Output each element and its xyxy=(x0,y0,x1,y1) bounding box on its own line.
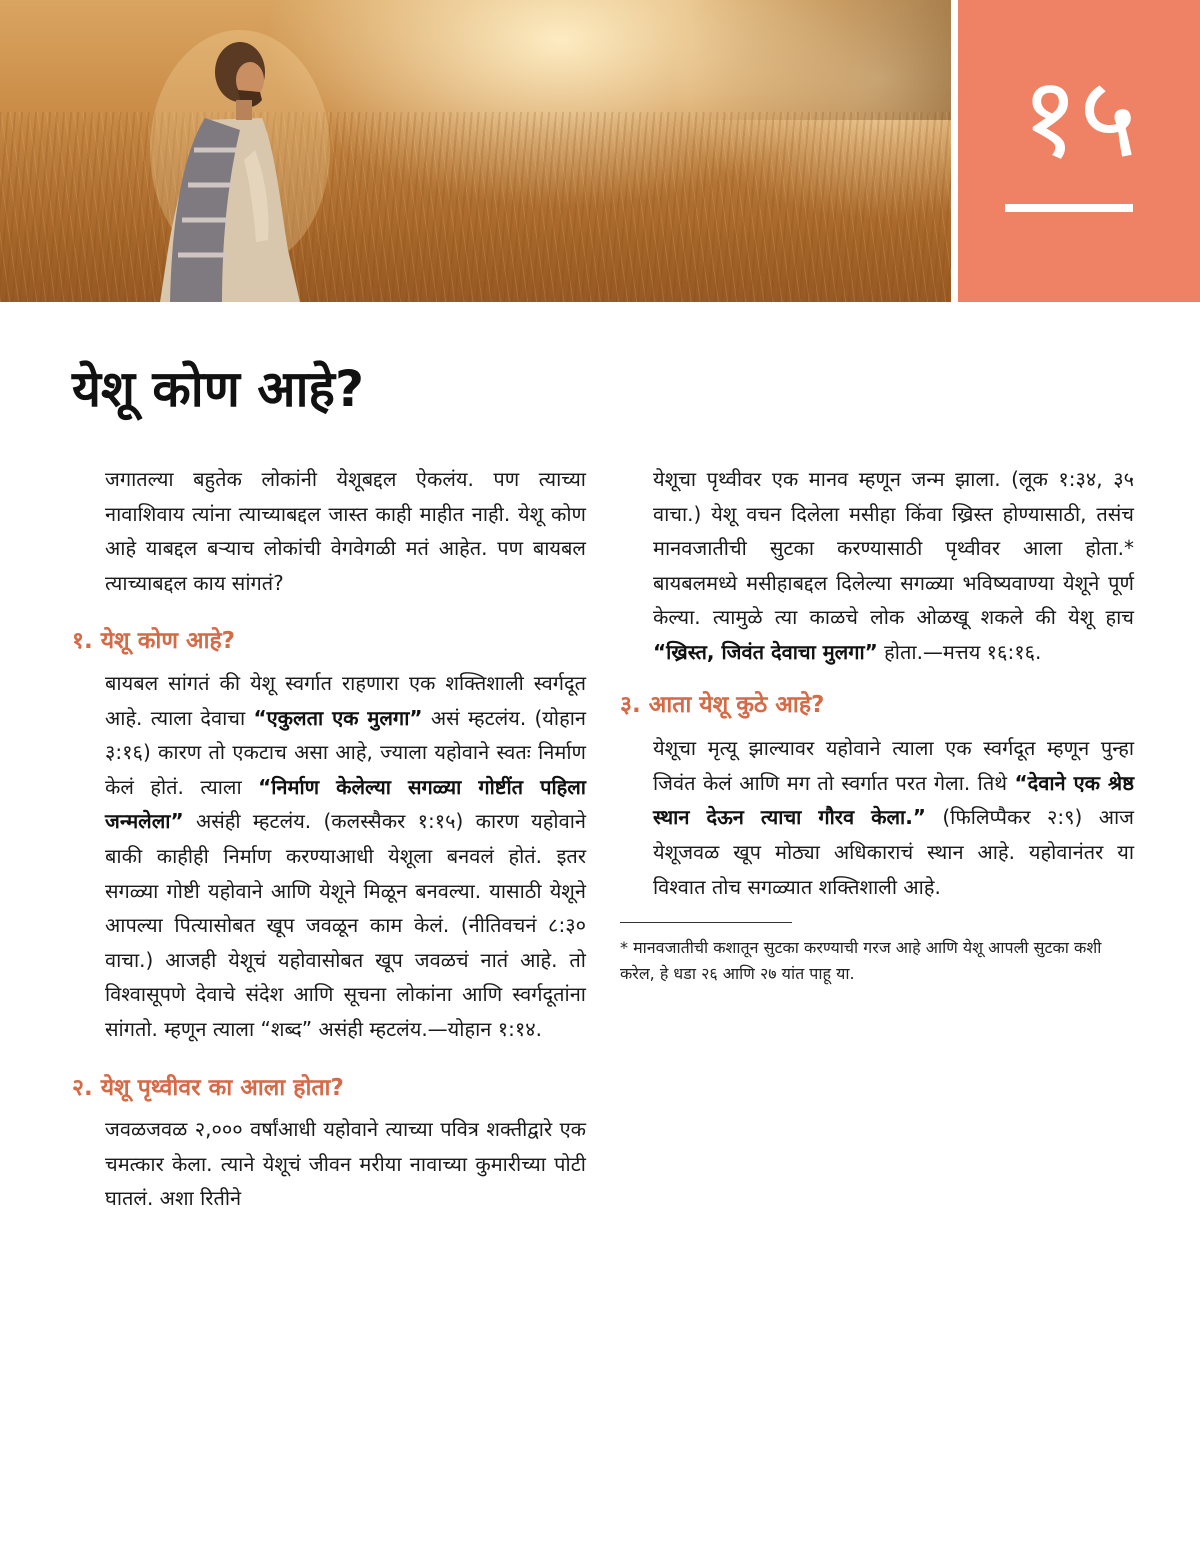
section-3-text-2: (फिलिप्पैकर २:९) आज येशूजवळ खूप मोठ्या अधिकाराचं स्थान आहे. यहोवानंतर या विश्वात तोच सगळ्यात शक्तिशाली आहे. xyxy=(653,805,1134,899)
hero-image xyxy=(0,0,951,302)
section-1-bold-2: “निर्माण केलेल्या सगळ्या गोष्टींत पहिला जन्मलेला” xyxy=(105,774,586,834)
page-title: येशू कोण आहे? xyxy=(72,360,364,418)
section-1-bold-1: “एकुलता एक मुलगा” xyxy=(253,705,423,730)
section-1-heading: १. येशू कोण आहे? xyxy=(72,628,236,655)
left-column xyxy=(72,462,586,1216)
section-3-paragraph xyxy=(620,731,1134,904)
section-2-text-3: होता.—मत्तय १६:१६. xyxy=(877,639,1042,664)
section-1-text-1: बायबल सांगतं की येशू स्वर्गात राहणारा एक शक्तिशाली स्वर्गदूत आहे. त्याला देवाचा xyxy=(105,670,586,730)
section-2-heading: २. येशू पृथ्वीवर का आला होता? xyxy=(72,1074,344,1101)
section-1-text-2: असं म्हटलंय. (योहान ३:१६) कारण तो एकटाच असा आहे, ज्याला यहोवाने स्वतः निर्माण केलं होतं. त्याला xyxy=(105,705,586,799)
chapter-underline xyxy=(1005,204,1133,212)
section-2-paragraph-cont xyxy=(620,462,1134,670)
intro-paragraph: जगातल्या बहुतेक लोकांनी येशूबद्दल ऐकलंय. पण त्याच्या नावाशिवाय त्यांना त्याच्याबद्दल जास्त काही माहीत नाही. येशू कोण आहे याबद्दल बऱ्याच लोकांची वेगवेगळी मतं आहेत. पण बायबल त्याच्याबद्दल काय सांगतं? xyxy=(105,467,586,595)
section-2-paragraph-start: जवळजवळ २,००० वर्षांआधी यहोवाने त्याच्या पवित्र शक्तीद्वारे एक चमत्कार केला. त्याने येशूचं जीवन मरीया नावाच्या कुमारीच्या पोटी घातलं. अशा रितीने xyxy=(105,1117,586,1211)
section-1-paragraph xyxy=(72,666,586,1047)
section-3-text-1: येशूचा मृत्यू झाल्यावर यहोवाने त्याला एक स्वर्गदूत म्हणून पुन्हा जिवंत केलं आणि मग तो स्वर्गात परत गेला. तिथे xyxy=(653,736,1134,795)
section-2-bold-1: “ख्रिस्त, जिवंत देवाचा मुलगा” xyxy=(653,639,878,664)
section-3-heading: ३. आता येशू कुठे आहे? xyxy=(620,691,825,718)
section-3-bold-1: “देवाने एक श्रेष्ठ स्थान देऊन त्याचा गौरव केला.” xyxy=(653,770,1134,830)
footnote-divider xyxy=(620,922,792,923)
hero-figure xyxy=(0,0,951,302)
chapter-number: १५ xyxy=(1020,53,1138,183)
right-column xyxy=(620,462,1134,987)
section-1-text-3: असंही म्हटलंय. (कलस्सैकर १:१५) कारण यहोवाने बाकी काहीही निर्माण करण्याआधी येशूला बनवलं होतं. इतर सगळ्या गोष्टी यहोवाने आणि येशूने मिळून बनवल्या. यासाठी येशूने आपल्या पित्यासोबत खूप जवळून काम केलं. (नीतिवचनं ८:३० वाचा.) आजही येशूचं यहोवासोबत खूप जवळचं नातं आहे. तो विश्वासूपणे देवाचे संदेश आणि सूचना लोकांना आणि स्वर्गदूतांना सांगतो. म्हणून त्याला “शब्द” असंही म्हटलंय.—योहान १:१४. xyxy=(105,809,586,1041)
footnote: * मानवजातीची कशातून सुटका करण्याची गरज आहे आणि येशू आपली सुटका कशी करेल, हे धडा २६ आणि २७ यांत पाहू या. xyxy=(620,938,1102,984)
chapter-number-box xyxy=(958,0,1200,302)
section-2-text-2: येशूचा पृथ्वीवर एक मानव म्हणून जन्म झाला. (लूक १:३४, ३५ वाचा.) येशू वचन दिलेला मसीहा किंवा ख्रिस्त होण्यासाठी, तसंच मानवजातीची सुटका करण्यासाठी पृथ्वीवर आला होता.* बायबलमध्ये मसीहाबद्दल दिलेल्या सगळ्या भविष्यवाण्या येशूने पूर्ण केल्या. त्यामुळे त्या काळचे लोक ओळखू शकले की येशू हाच xyxy=(653,467,1134,630)
